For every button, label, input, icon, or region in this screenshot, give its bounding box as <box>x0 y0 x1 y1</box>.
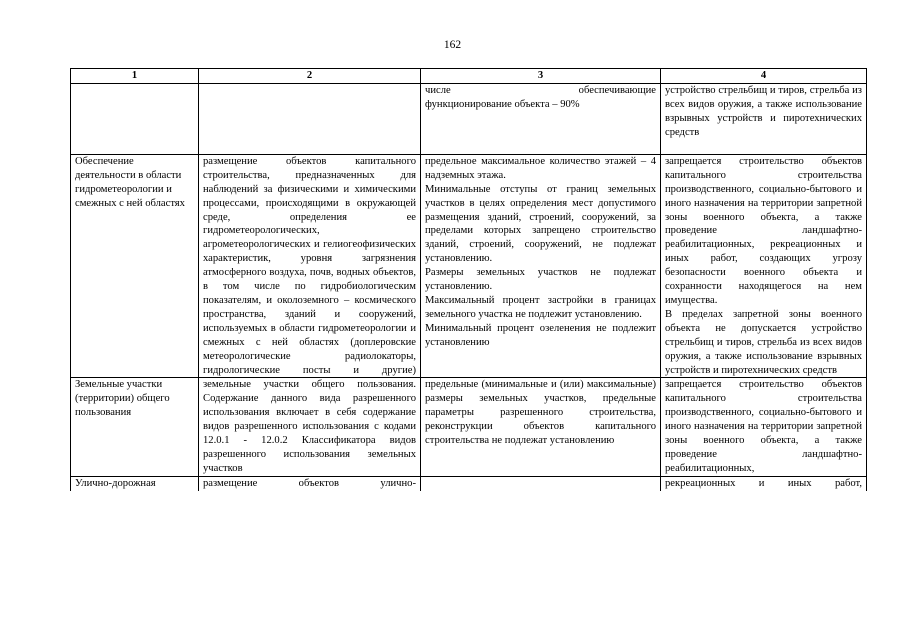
parameters-paragraph: Минимальный процент озеленения не подлежит установлению <box>425 322 656 348</box>
use-description-cell: размещение объектов улично- <box>199 476 421 490</box>
restrictions-cell <box>661 83 867 154</box>
use-type-cell <box>71 83 199 154</box>
parameters-paragraph: числе обеспечивающие <box>425 84 656 96</box>
column-header-4: 4 <box>661 69 867 84</box>
use-description-cell <box>199 83 421 154</box>
parameters-paragraph: Максимальный процент застройки в границах земельного участка не подлежит установлению. <box>425 294 656 320</box>
parameters-cell <box>421 154 661 378</box>
use-description-cell: размещение объектов капитального строительства, предназначенных для наблюдений за физическими и химическими процессами, происходящими в окружающей среде, определения ее гидрометеорологических, агрометеорологических и гелиогеофизических характеристик, уровня загрязнения атмосферного воздуха, почв, водных объектов, в том числе по гидробиологическим показателям, и околоземного – космического пространства, зданий и сооружений, используемых в области гидрометеорологии и смежных с ней областях (доплеровские метеорологические радиолокаторы, гидрологические посты и другие) <box>199 154 421 378</box>
zoning-table <box>70 68 867 491</box>
use-type-cell: Обеспечение деятельности в области гидрометеорологии и смежных с ней областях <box>71 154 199 378</box>
column-header-1: 1 <box>71 69 199 84</box>
table-row <box>71 476 867 490</box>
restrictions-paragraph: устройство стрельбищ и тиров, стрельба из всех видов оружия, а также использование взрывных устройств и пиротехнических средств <box>665 84 862 138</box>
use-type-cell: Улично-дорожная <box>71 476 199 490</box>
table-header-row <box>71 69 867 84</box>
column-header-3: 3 <box>421 69 661 84</box>
restrictions-cell <box>661 476 867 490</box>
table-row <box>71 83 867 154</box>
parameters-cell <box>421 378 661 476</box>
column-header-2: 2 <box>199 69 421 84</box>
page-number: 162 <box>443 39 462 51</box>
parameters-paragraph: Размеры земельных участков не подлежат установлению. <box>425 267 656 293</box>
parameters-paragraph: предельное максимальное количество этажей – 4 надземных этажа. <box>425 155 656 181</box>
parameters-paragraph: предельные (минимальные и (или) максимальные) размеры земельных участков, предельные параметры разрешенного строительства, реконструкции объектов капитального строительства не подлежат установлению <box>425 379 656 447</box>
restrictions-cell <box>661 154 867 378</box>
parameters-paragraph: Минимальные отступы от границ земельных участков в целях определения мест допустимого размещения зданий, строений, сооружений, за пределами которых запрещено строительство зданий, строений, сооружений, не подлежат установлению. <box>425 183 656 265</box>
parameters-cell <box>421 476 661 490</box>
restrictions-paragraph: В пределах запретной зоны военного объекта не допускается устройство стрельбищ и тиров, стрельба из всех видов оружия, а также использование взрывных устройств и пиротехнических средств <box>665 308 862 376</box>
restrictions-paragraph: рекреационных и иных работ, <box>665 477 862 489</box>
parameters-paragraph: функционирование объекта – 90% <box>425 98 580 110</box>
restrictions-paragraph: запрещается строительство объектов капитального строительства производственного, социально-бытового и иного назначения на территории запретной зоны военного объекта, а также проведение ландшафтно-реабилитационных, <box>665 379 862 474</box>
use-type-cell: Земельные участки (территории) общего пользования <box>71 378 199 476</box>
restrictions-cell <box>661 378 867 476</box>
table-row <box>71 154 867 378</box>
use-description-cell: земельные участки общего пользования. Содержание данного вида разрешенного использования включает в себя содержание видов разрешенного использования с кодами 12.0.1 - 12.0.2 Классификатора видов разрешенного использования земельных участков <box>199 378 421 476</box>
parameters-cell <box>421 83 661 154</box>
restrictions-paragraph: запрещается строительство объектов капитального строительства производственного, социально-бытового и иного назначения на территории запретной зоны военного объекта, а также проведение ландшафтно-реабилитационных, рекреационных и иных работ, создающих угрозу безопасности военного объекта и сохранности находящегося на нем имущества. <box>665 155 862 306</box>
table-row <box>71 378 867 476</box>
